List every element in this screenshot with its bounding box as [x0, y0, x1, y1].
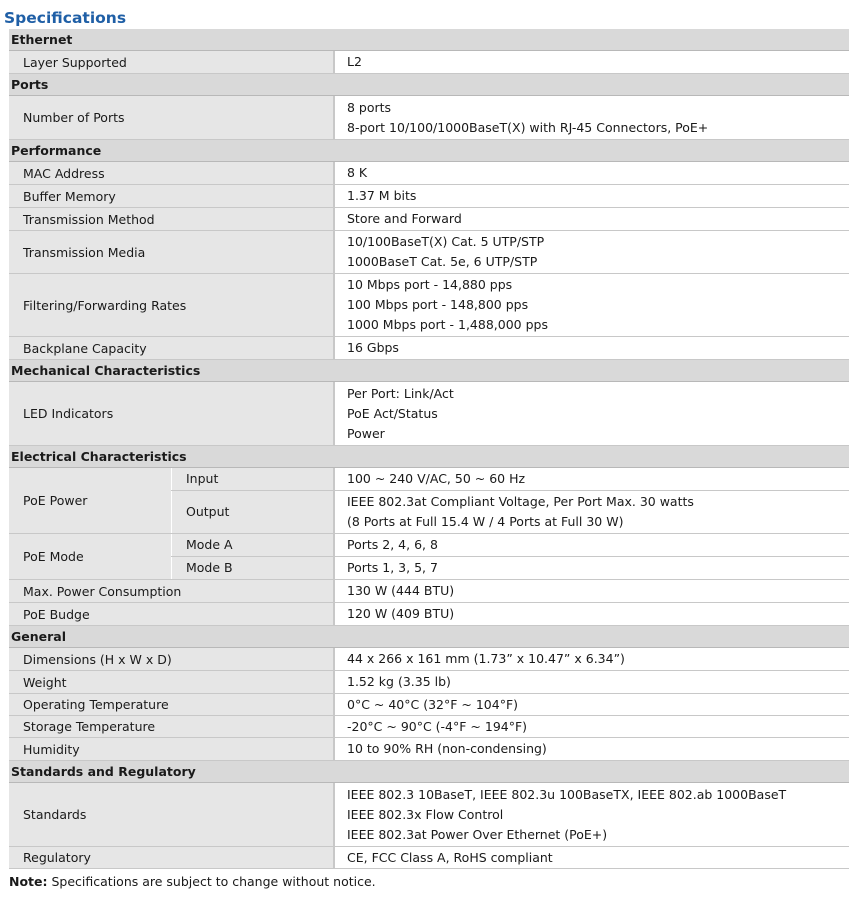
row-value	[333, 208, 849, 230]
value-line: (8 Ports at Full 15.4 W / 4 Ports at Full 30 W)	[347, 513, 624, 529]
row-filtering-forwarding-rates	[9, 274, 849, 337]
subrow-input	[171, 468, 849, 491]
value-line: IEEE 802.3 10BaseT, IEEE 802.3u 100BaseTX, IEEE 802.ab 1000BaseT	[347, 786, 787, 802]
row-value	[333, 382, 849, 445]
row-label: Transmission Method	[9, 208, 333, 230]
subrow-label: Mode B	[171, 557, 333, 579]
value-line: IEEE 802.3at Power Over Ethernet (PoE+)	[347, 826, 608, 842]
section-heading-electrical: Electrical Characteristics	[9, 446, 849, 468]
value-line: Power	[347, 425, 385, 441]
value-line: CE, FCC Class A, RoHS compliant	[347, 849, 553, 865]
subrow-list	[171, 468, 849, 533]
row-label: Filtering/Forwarding Rates	[9, 274, 333, 336]
row-value	[333, 603, 849, 625]
row-value	[333, 337, 849, 359]
row-label: MAC Address	[9, 162, 333, 184]
row-value	[333, 738, 849, 760]
subrow-list	[171, 534, 849, 579]
row-value	[333, 580, 849, 602]
row-storage-temperature	[9, 716, 849, 738]
value-line: 10/100BaseT(X) Cat. 5 UTP/STP	[347, 234, 545, 249]
row-humidity	[9, 738, 849, 761]
group-poe-power	[9, 468, 849, 534]
row-buffer-memory	[9, 185, 849, 208]
row-label: Buffer Memory	[9, 185, 333, 207]
row-value	[333, 274, 849, 336]
section-heading-ports: Ports	[9, 74, 849, 96]
row-transmission-method	[9, 208, 849, 231]
row-value	[333, 96, 849, 139]
row-value	[333, 534, 849, 556]
row-value	[333, 491, 849, 533]
row-value	[333, 557, 849, 579]
row-label: Dimensions (H x W x D)	[9, 648, 333, 670]
row-label: PoE Budge	[9, 603, 333, 625]
row-label: Regulatory	[9, 847, 333, 868]
value-line: 1.52 kg (3.35 lb)	[347, 674, 451, 689]
row-label: Weight	[9, 671, 333, 693]
value-line: 8-port 10/100/1000BaseT(X) with RJ-45 Connectors, PoE+	[347, 119, 709, 135]
row-label: Humidity	[9, 738, 333, 760]
row-label: LED Indicators	[9, 382, 333, 445]
row-value	[333, 847, 849, 868]
row-layer-supported	[9, 51, 849, 74]
row-value	[333, 716, 849, 737]
value-line: Ports 2, 4, 6, 8	[347, 536, 438, 552]
row-value	[333, 51, 849, 73]
value-line: 8 ports	[347, 99, 392, 115]
subrow-mode-a	[171, 534, 849, 557]
row-value	[333, 671, 849, 693]
footnote	[9, 874, 376, 889]
row-value	[333, 185, 849, 207]
value-line: 10 to 90% RH (non-condensing)	[347, 741, 547, 756]
row-value	[333, 648, 849, 670]
row-number-of-ports	[9, 96, 849, 140]
row-max-power-consumption	[9, 580, 849, 603]
row-label: Layer Supported	[9, 51, 333, 73]
row-standards	[9, 783, 849, 847]
group-poe-mode	[9, 534, 849, 580]
value-line: 1000BaseT Cat. 5e, 6 UTP/STP	[347, 254, 538, 269]
value-line: 8 K	[347, 165, 368, 180]
value-line: Store and Forward	[347, 211, 462, 226]
value-line: L2	[347, 54, 362, 69]
value-line: 16 Gbps	[347, 340, 399, 355]
value-line: 1.37 M bits	[347, 188, 417, 203]
row-led-indicators	[9, 382, 849, 446]
row-value	[333, 231, 849, 273]
row-label: Max. Power Consumption	[9, 580, 333, 602]
value-line: 0°C ~ 40°C (32°F ~ 104°F)	[347, 696, 519, 712]
row-label: Storage Temperature	[9, 716, 333, 737]
section-heading-performance: Performance	[9, 140, 849, 162]
row-label: Standards	[9, 783, 333, 846]
subrow-output	[171, 491, 849, 533]
value-line: 100 ~ 240 V/AC, 50 ~ 60 Hz	[347, 470, 526, 486]
row-label: Transmission Media	[9, 231, 333, 273]
spec-table	[9, 29, 849, 869]
row-mac-address	[9, 162, 849, 185]
row-label: Number of Ports	[9, 96, 333, 139]
row-backplane-capacity	[9, 337, 849, 360]
value-line: IEEE 802.3x Flow Control	[347, 806, 504, 822]
value-line: Per Port: Link/Act	[347, 385, 454, 401]
subrow-label: Mode A	[171, 534, 333, 556]
row-dimensions	[9, 648, 849, 671]
footnote-prefix: Note:	[9, 874, 48, 889]
page-title: Specifications	[4, 9, 127, 27]
value-line: 120 W (409 BTU)	[347, 606, 455, 621]
section-heading-general: General	[9, 626, 849, 648]
subrow-mode-b	[171, 557, 849, 579]
row-value	[333, 783, 849, 846]
row-label: Backplane Capacity	[9, 337, 333, 359]
footnote-text: Specifications are subject to change without notice.	[47, 874, 376, 889]
value-line: -20°C ~ 90°C (-4°F ~ 194°F)	[347, 718, 528, 734]
value-line: 100 Mbps port - 148,800 pps	[347, 297, 529, 312]
value-line: IEEE 802.3at Compliant Voltage, Per Port Max. 30 watts	[347, 493, 694, 509]
value-line: Ports 1, 3, 5, 7	[347, 559, 438, 575]
section-heading-standards: Standards and Regulatory	[9, 761, 849, 783]
row-label: PoE Mode	[9, 534, 171, 579]
value-line: 130 W (444 BTU)	[347, 583, 455, 598]
row-label: Operating Temperature	[9, 694, 333, 715]
row-weight	[9, 671, 849, 694]
row-regulatory	[9, 847, 849, 869]
section-heading-mechanical: Mechanical Characteristics	[9, 360, 849, 382]
row-operating-temperature	[9, 694, 849, 716]
row-transmission-media	[9, 231, 849, 274]
row-label: PoE Power	[9, 468, 171, 533]
value-line: 44 x 266 x 161 mm (1.73” x 10.47” x 6.34”)	[347, 651, 625, 666]
section-heading-ethernet: Ethernet	[9, 29, 849, 51]
value-line: 1000 Mbps port - 1,488,000 pps	[347, 317, 548, 332]
row-poe-budget	[9, 603, 849, 626]
value-line: PoE Act/Status	[347, 405, 438, 421]
subrow-label: Input	[171, 468, 333, 490]
subrow-label: Output	[171, 491, 333, 533]
value-line: 10 Mbps port - 14,880 pps	[347, 277, 513, 292]
row-value	[333, 468, 849, 490]
row-value	[333, 162, 849, 184]
row-value	[333, 694, 849, 715]
